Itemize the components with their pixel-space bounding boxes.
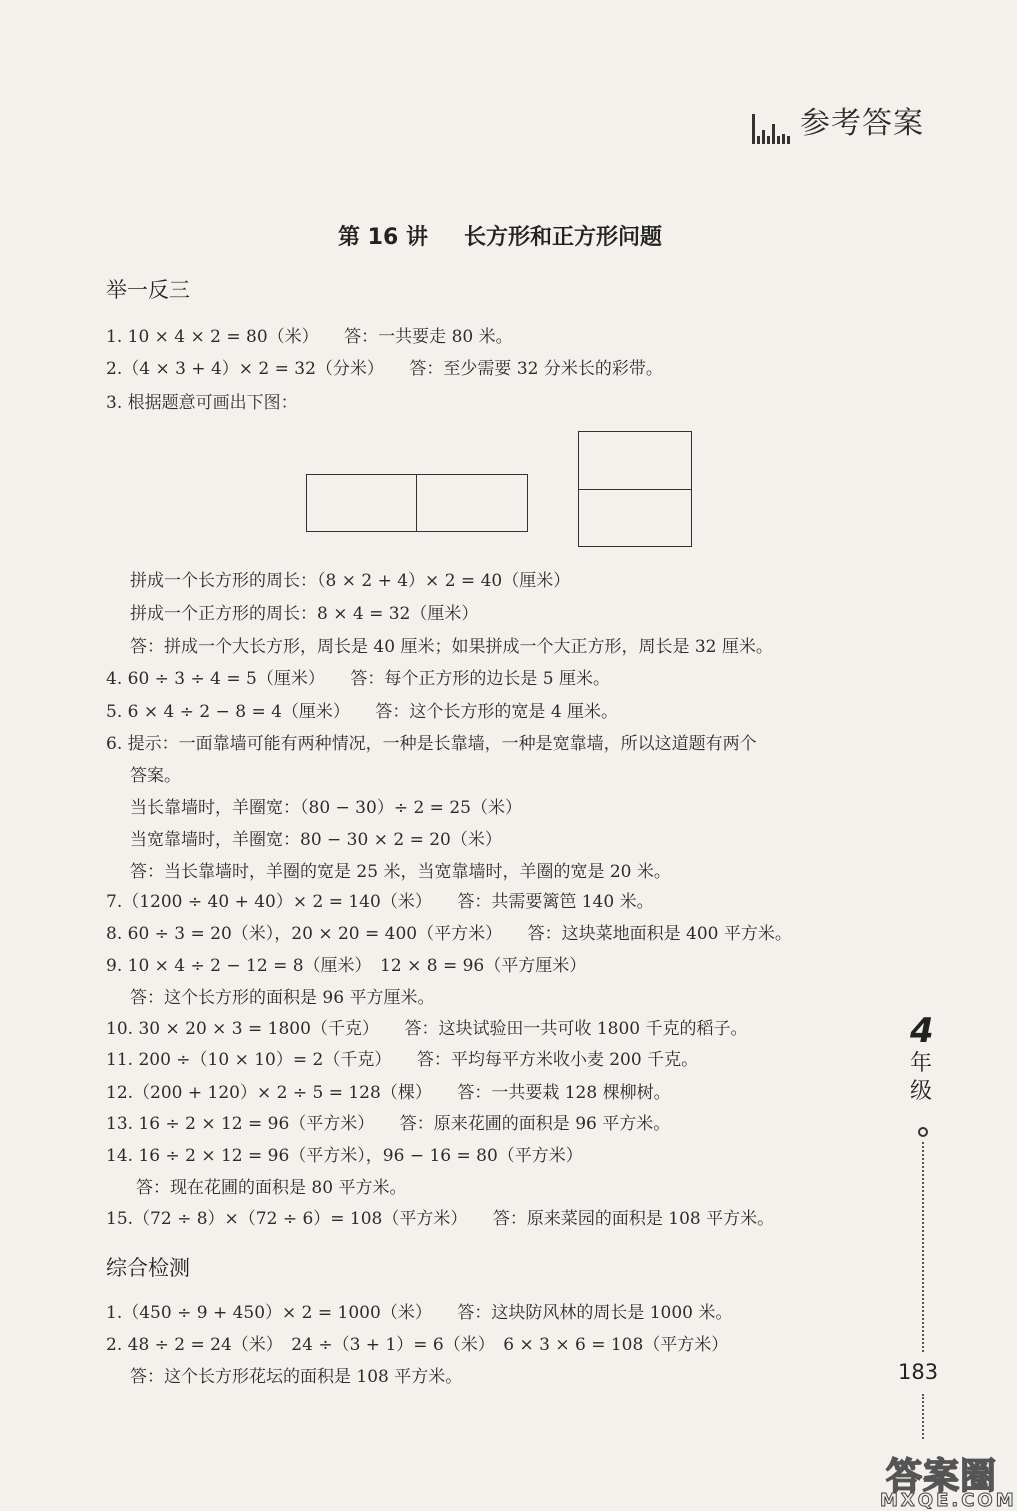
bar-chart-icon [752,110,790,144]
answer-line: 答：现在花圃的面积是 80 平方米。 [136,1178,407,1198]
dotted-divider [922,1142,924,1352]
watermark-logo [880,1448,1017,1511]
answer-line: 答：这个长方形花坛的面积是 108 平方米。 [130,1367,463,1387]
diagram-divider [579,489,691,490]
answer-line: 5. 6 × 4 ÷ 2 − 8 = 4（厘米） 答：这个长方形的宽是 4 厘米。 [106,702,619,722]
answer-line: 1.（450 ÷ 9 + 450）× 2 = 1000（米） 答：这块防风林的周长是 1000 米。 [106,1303,733,1323]
answer-line: 3. 根据题意可画出下图： [106,393,298,413]
answer-line: 答：这个长方形的面积是 96 平方厘米。 [130,988,435,1008]
answer-line: 12.（200 + 120）× 2 ÷ 5 = 128（棵） 答：一共要栽 128 棵柳树。 [106,1083,671,1103]
answer-line: 15.（72 ÷ 8）×（72 ÷ 6）= 108（平方米） 答：原来菜园的面积是 108 平方米。 [106,1209,775,1229]
answer-line: 13. 16 ÷ 2 × 12 = 96（平方米） 答：原来花圃的面积是 96 平方米。 [106,1114,671,1134]
section-heading-practice: 举一反三 [106,278,190,302]
answer-line: 1. 10 × 4 × 2 = 80（米） 答：一共要走 80 米。 [106,327,513,347]
answer-line: 10. 30 × 20 × 3 = 1800（千克） 答：这块试验田一共可收 1800 千克的稻子。 [106,1019,748,1039]
answer-line: 答案。 [130,766,181,786]
answer-line: 8. 60 ÷ 3 = 20（米），20 × 20 = 400（平方米） 答：这块菜地面积是 400 平方米。 [106,924,792,944]
grade-text: 年级 [910,1051,933,1104]
watermark-text: 答案圈 [886,1456,998,1497]
lecture-number: 第 16 讲 [338,225,428,250]
answer-line: 拼成一个正方形的周长：8 × 4 = 32（厘米） [130,604,479,624]
answer-line: 14. 16 ÷ 2 × 12 = 96（平方米），96 − 16 = 80（平方米） [106,1146,583,1166]
diagram-divider [416,475,417,531]
diagram-two-squares-vertical [578,431,692,547]
watermark-url: MXQE.COM [880,1490,1017,1511]
lecture-title [0,220,1000,251]
section-heading-review: 综合检测 [106,1256,190,1280]
grade-marker [910,1012,934,1106]
answer-line: 答：当长靠墙时，羊圈的宽是 25 米，当宽靠墙时，羊圈的宽是 20 米。 [130,862,671,882]
page-number: 183 [898,1360,939,1384]
answer-line: 当宽靠墙时，羊圈宽：80 − 30 × 2 = 20（米） [130,830,502,850]
diagram-two-squares-horizontal [306,474,528,532]
answer-line: 6. 提示：一面靠墙可能有两种情况，一种是长靠墙，一种是宽靠墙，所以这道题有两个 [106,734,757,754]
grade-number: 4 [910,1011,934,1051]
answer-line: 当长靠墙时，羊圈宽：（80 − 30）÷ 2 = 25（米） [130,798,522,818]
dotted-divider [922,1394,924,1439]
answer-line: 4. 60 ÷ 3 ÷ 4 = 5（厘米） 答：每个正方形的边长是 5 厘米。 [106,669,610,689]
answer-line: 9. 10 × 4 ÷ 2 − 12 = 8（厘米） 12 × 8 = 96（平方厘米） [106,956,587,976]
answer-line: 2. 48 ÷ 2 = 24（米） 24 ÷（3 + 1）= 6（米） 6 × 3 × 6 = 108（平方米） [106,1335,729,1355]
lecture-name: 长方形和正方形问题 [463,225,662,250]
header-title: 参考答案 [800,106,924,141]
header-tag [752,104,924,144]
answer-line: 拼成一个长方形的周长：（8 × 2 + 4）× 2 = 40（厘米） [130,571,571,591]
circle-icon [918,1127,928,1137]
answer-line: 答：拼成一个大长方形，周长是 40 厘米；如果拼成一个大正方形，周长是 32 厘米。 [130,637,773,657]
answer-line: 7.（1200 ÷ 40 + 40）× 2 = 140（米） 答：共需要篱笆 140 米。 [106,892,654,912]
answer-line: 11. 200 ÷（10 × 10）= 2（千克） 答：平均每平方米收小麦 200 千克。 [106,1050,699,1070]
answer-line: 2.（4 × 3 + 4）× 2 = 32（分米） 答：至少需要 32 分米长的彩带。 [106,359,663,379]
